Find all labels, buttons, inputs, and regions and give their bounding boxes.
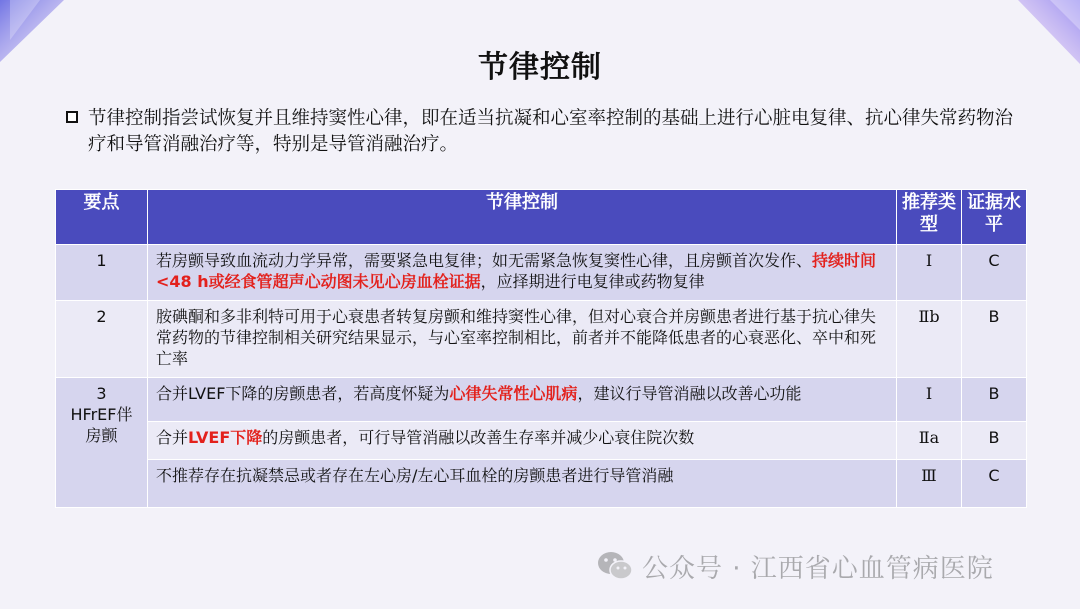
- content-text: 合并LVEF下降的房颤患者，若高度怀疑为: [156, 384, 450, 403]
- watermark-text: 公众号 · 江西省心血管病医院: [642, 553, 994, 584]
- table-row: [56, 460, 1027, 508]
- intro-paragraph: [66, 106, 1016, 158]
- evidence-cell: B: [962, 378, 1027, 422]
- highlight-text: LVEF下降: [188, 428, 263, 447]
- content-text: 合并: [156, 428, 189, 447]
- evidence-cell: C: [962, 460, 1027, 508]
- header-recommendation-type: 推荐类型: [897, 190, 962, 245]
- rec-type-cell: Ⅲ: [897, 460, 962, 508]
- table-row: [56, 301, 1027, 378]
- content-cell: [148, 378, 897, 422]
- rec-type-cell: Ⅱb: [897, 301, 962, 378]
- content-text: ，建议行导管消融以改善心功能: [577, 384, 802, 403]
- rec-type-cell: Ⅰ: [897, 378, 962, 422]
- wechat-icon: [596, 549, 634, 583]
- highlight-text: 持续时间<48 h或经食管超声心动图未见心房血栓证据: [156, 251, 877, 291]
- rec-type-cell: Ⅰ: [897, 245, 962, 301]
- content-cell: [148, 422, 897, 460]
- table-row: [56, 422, 1027, 460]
- content-text: ，应择期进行电复律或药物复律: [480, 272, 705, 291]
- content-text: 若房颤导致血流动力学异常，需要紧急电复律；如无需紧急恢复窦性心律，且房颤首次发作、: [156, 251, 813, 270]
- point-cell: [56, 378, 148, 508]
- header-evidence-level: 证据水平: [962, 190, 1027, 245]
- table-row: [56, 245, 1027, 301]
- rec-type-cell: Ⅱa: [897, 422, 962, 460]
- content-cell: 胺碘酮和多非利特可用于心衰患者转复房颤和维持窦性心律，但对心衰合并房颤患者进行基于抗心律失常药物的节律控制相关研究结果显示，与心室率控制相比，前者并不能降低患者的心衰恶化、卒中和死亡率: [148, 301, 897, 378]
- evidence-cell: B: [962, 422, 1027, 460]
- point-label: HFrEF伴房颤: [70, 405, 133, 445]
- watermark: [596, 546, 994, 586]
- highlight-text: 心律失常性心肌病: [449, 384, 578, 403]
- evidence-cell: C: [962, 245, 1027, 301]
- header-point: 要点: [56, 190, 148, 245]
- square-bullet-icon: [66, 111, 78, 123]
- point-cell: 2: [56, 301, 148, 378]
- content-cell: 不推荐存在抗凝禁忌或者存在左心房/左心耳血栓的房颤患者进行导管消融: [148, 460, 897, 508]
- evidence-cell: B: [962, 301, 1027, 378]
- header-rhythm-control: 节律控制: [148, 190, 897, 245]
- point-number: 3: [96, 384, 107, 403]
- point-cell: 1: [56, 245, 148, 301]
- content-text: 的房颤患者，可行导管消融以改善生存率并减少心衰住院次数: [262, 428, 695, 447]
- content-cell: [148, 245, 897, 301]
- recommendation-table: [55, 189, 1027, 508]
- slide-title: 节律控制: [478, 50, 602, 85]
- table-header-row: [56, 190, 1027, 245]
- intro-text: 节律控制指尝试恢复并且维持窦性心律，即在适当抗凝和心室率控制的基础上进行心脏电复律、抗心律失常药物治疗和导管消融治疗等，特别是导管消融治疗。: [88, 108, 1014, 155]
- table-row: [56, 378, 1027, 422]
